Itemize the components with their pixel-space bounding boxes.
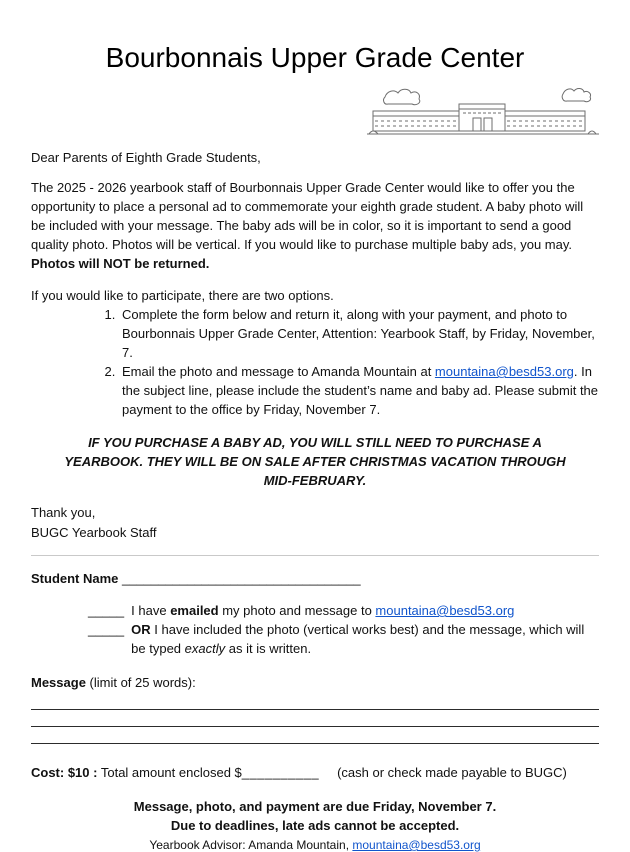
cost-note: (cash or check made payable to BUGC) xyxy=(337,765,567,780)
check2-bold: OR xyxy=(131,622,151,637)
cost-label: Cost: $10 : xyxy=(31,765,98,780)
intro-paragraph xyxy=(31,178,599,273)
message-label: Message xyxy=(31,675,86,690)
check2-post: as it is written. xyxy=(225,641,312,656)
section-divider xyxy=(31,555,599,556)
cost-text: Total amount enclosed $ xyxy=(97,765,242,780)
option-2-pre: Email the photo and message to Amanda Mountain at xyxy=(122,364,435,379)
message-line-3 xyxy=(31,727,599,744)
check2-italic: exactly xyxy=(184,641,226,656)
signature: BUGC Yearbook Staff xyxy=(31,525,157,540)
check1-blank: _____ xyxy=(88,603,125,618)
page-title: Bourbonnais Upper Grade Center xyxy=(105,42,525,73)
message-write-area xyxy=(31,693,599,744)
photo-option-row xyxy=(31,620,599,658)
school-building-icon xyxy=(367,84,599,140)
due-date-line: Message, photo, and payment are due Friday, November 7. xyxy=(133,799,497,814)
advisor-text: Yearbook Advisor: Amanda Mountain, xyxy=(149,838,353,852)
illustration-row xyxy=(31,84,599,142)
student-name-label: Student Name xyxy=(31,571,119,586)
option-1 xyxy=(119,305,599,362)
option-2-post: . In the subject line, please include the student’s name and baby ad. Please submit the payment to the office by Friday, November 7. xyxy=(122,364,599,417)
yearbook-notice: IF YOU PURCHASE A BABY AD, YOU WILL STILL NEED TO PURCHASE A YEARBOOK. THEY WILL BE ON SALE AFTER CHRISTMAS VACATION THROUGH MID-FEBRUARY. xyxy=(64,435,566,488)
message-line-1 xyxy=(31,693,599,710)
participation-options xyxy=(31,601,599,658)
options-intro: If you would like to participate, there are two options. xyxy=(31,288,334,303)
email-option-row xyxy=(31,601,599,620)
intro-bold-text: Photos will NOT be returned. xyxy=(31,256,210,271)
email-link-advisor[interactable]: mountaina@besd53.org xyxy=(352,838,481,852)
check1-pre: I have xyxy=(131,603,171,618)
message-line-2 xyxy=(31,710,599,727)
check1-bold: emailed xyxy=(170,603,219,618)
advisor-row xyxy=(31,838,599,852)
message-hint: (limit of 25 words): xyxy=(85,675,196,690)
deadline-line: Due to deadlines, late ads cannot be accepted. xyxy=(170,818,460,833)
student-name-row xyxy=(31,571,599,586)
cost-row xyxy=(31,765,599,780)
check1-text xyxy=(131,601,599,620)
option-1-text: Complete the form below and return it, along with your payment, and photo to Bourbonnais Upper Grade Center, Attention: Yearbook Staff, by Friday, November, 7. xyxy=(122,307,595,360)
salutation: Dear Parents of Eighth Grade Students, xyxy=(31,150,261,165)
message-label-row xyxy=(31,675,599,690)
email-link-check1[interactable]: mountaina@besd53.org xyxy=(375,603,515,618)
check2-mid: I have included the photo (vertical works best) and the message, which will be typed xyxy=(131,622,585,656)
email-link-option2[interactable]: mountaina@besd53.org xyxy=(434,364,574,379)
student-name-blank: _________________________________ xyxy=(118,571,361,586)
closing: Thank you, xyxy=(31,505,96,520)
check2-text xyxy=(131,620,599,658)
intro-text: The 2025 - 2026 yearbook staff of Bourbonnais Upper Grade Center would like to offer you the opportunity to place a personal ad to commemorate your eighth grade student. A baby photo will be included with your message. The baby ads will be in color, so it is important to send a good quality photo. Photos will be vertical. If you would like to purchase multiple baby ads, you may. xyxy=(31,180,584,252)
check1-mid: my photo and message to xyxy=(218,603,376,618)
check2-blank: _____ xyxy=(88,622,125,637)
options-list xyxy=(31,305,599,419)
cost-blank: __________ xyxy=(241,765,320,780)
option-2 xyxy=(119,362,599,419)
